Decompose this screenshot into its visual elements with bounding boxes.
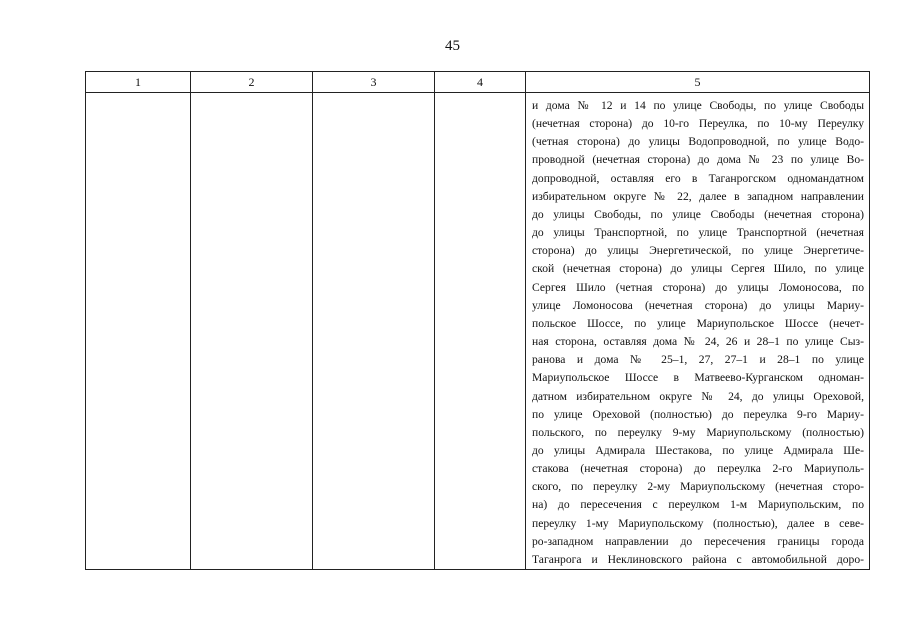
cell-col-5-boundary-description: [526, 93, 870, 570]
text-line: переулку 1-му Мариупольскому (полностью), далее в севе-: [532, 516, 864, 530]
column-header-2: 2: [191, 72, 313, 93]
district-boundary-table: [85, 71, 870, 570]
text-line: польского, по переулку 9-му Мариупольскому (полностью): [532, 425, 864, 439]
text-line: допроводной, оставляя его в Таганрогском одномандатном: [532, 171, 864, 185]
text-line: до улицы Транспортной, по улице Транспортной (нечетная: [532, 226, 864, 240]
text-line: датном избирательном округе № 24, до улицы Ореховой,: [532, 389, 864, 403]
text-line: сторона) до улицы Энергетической, по улице Энергетиче-: [532, 244, 864, 258]
text-line: ской (нечетная сторона) до улицы Сергея Шило, по улице: [532, 262, 864, 276]
text-line: ная сторона, оставляя дома № 24, 26 и 28–1 по улице Сыз-: [532, 335, 864, 349]
text-line: ранова и дома № 25–1, 27, 27–1 и 28–1 по улице: [532, 353, 864, 367]
text-line: Сергея Шило (четная сторона) до улицы Ломоносова, по: [532, 280, 864, 294]
text-line: ро-западном направлении до пересечения границы города: [532, 534, 864, 548]
text-line: ского, по переулку 2-му Мариупольскому (нечетная сторо-: [532, 480, 864, 494]
text-line: (нечетная сторона) до 10-го Переулка, по 10-му Переулку: [532, 117, 864, 131]
page-number: 45: [445, 38, 460, 54]
boundary-description-text: [532, 97, 864, 569]
text-line: стакова (нечетная сторона) до переулка 2-го Мариуполь-: [532, 462, 864, 476]
text-line: улице Ломоносова (нечетная сторона) до улицы Мариу-: [532, 298, 864, 312]
text-line: избирательном округе № 22, далее в западном направлении: [532, 189, 864, 203]
text-line: до улицы Свободы, по улице Свободы (нечетная сторона): [532, 207, 864, 221]
text-line: польское Шоссе, по улице Мариупольское Шоссе (нечет-: [532, 316, 864, 330]
text-line: Мариупольское Шоссе в Матвеево-Курганском одноман-: [532, 371, 864, 385]
text-line: и дома № 12 и 14 по улице Свободы, по улице Свободы: [532, 99, 864, 112]
table-header-row: [86, 72, 870, 93]
cell-col-1: [86, 93, 191, 570]
text-line: (четная сторона) до улицы Водопроводной, по улице Водо-: [532, 135, 864, 149]
column-header-1: 1: [86, 72, 191, 93]
table-row: [86, 93, 870, 570]
cell-col-2: [191, 93, 313, 570]
text-line: проводной (нечетная сторона) до дома № 23 по улице Во-: [532, 153, 864, 167]
column-header-3: 3: [313, 72, 435, 93]
column-header-4: 4: [435, 72, 526, 93]
text-line: на) до пересечения с переулком 1-м Мариупольским, по: [532, 498, 864, 512]
text-line: Таганрога и Неклиновского района с автомобильной доро-: [532, 552, 864, 566]
column-header-5: 5: [526, 72, 870, 93]
cell-col-4: [435, 93, 526, 570]
cell-col-3: [313, 93, 435, 570]
text-line: по улице Ореховой (полностью) до переулка 9-го Мариу-: [532, 407, 864, 421]
text-line: до улицы Адмирала Шестакова, по улице Адмирала Ше-: [532, 443, 864, 457]
